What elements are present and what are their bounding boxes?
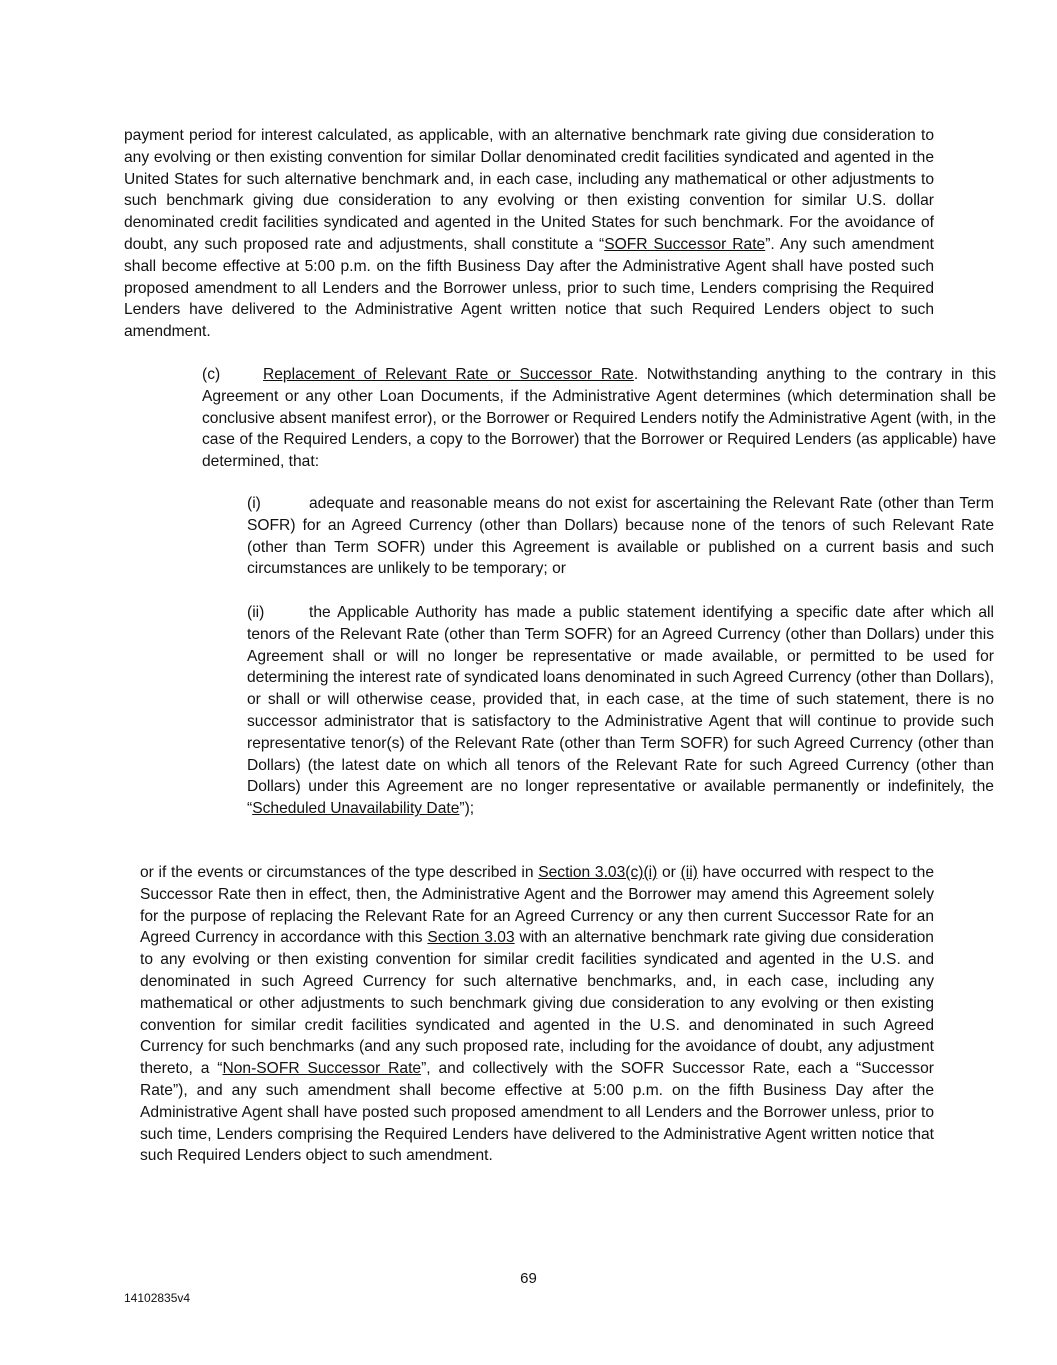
- defined-term-scheduled-unavailability-date: Scheduled Unavailability Date: [252, 800, 460, 818]
- section-ref-3-03: Section 3.03: [427, 929, 515, 947]
- section-ref-3-03-c-i: Section 3.03(c)(i): [538, 864, 658, 881]
- p5-t2: or: [657, 864, 681, 881]
- clause-label-c: (c): [202, 366, 221, 383]
- p5-t3: have occurred with respect to the Successor Rate then in effect, then, the Administrative Agent and the Borrower may amend this Agreement solely for the purpose of replacing the Relevant Rate for an Agreed Currency or any then current Successor Rate for an Agreed Currency in accordance with this: [140, 864, 934, 947]
- p4-text-end: ”);: [459, 800, 475, 818]
- p2-text: . Notwithstanding anything to the contrary in this Agreement or any other Loan Documents, if the Administrative Agent determines (which determination shall be conclusive absent manifest error), or the Borrower or Required Lenders notify the Administrative Agent (with, in the case of the Required Lenders, a copy to the Borrower) that the Borrower or Required Lenders (as applicable) have determined, that:: [202, 366, 997, 471]
- clause-heading: Replacement of Relevant Rate or Successor Rate: [263, 366, 634, 383]
- clause-label-ii: (ii): [247, 604, 265, 621]
- p5-t5: ”, and collectively with the SOFR Successor Rate, each a “Successor Rate”), and any such amendment shall become effective at 5:00 p.m. on the fifth Business Day after the Administrative Agent shall have posted such proposed amendment to all Lenders and the Borrower unless, prior to such time, Lenders comprising the Required Lenders have delivered to the Administrative Agent written notice that such Required Lenders object to such amendment.: [140, 1060, 934, 1165]
- defined-term-non-sofr-successor-rate: Non-SOFR Successor Rate: [222, 1060, 422, 1078]
- paragraph-ii: [187, 602, 994, 820]
- paragraph-i: [187, 493, 994, 580]
- clause-label-i: (i): [247, 495, 261, 512]
- p1-text-a: payment period for interest calculated, as applicable, with an alternative benchmark rate giving due consideration to any evolving or then existing convention for similar Dollar denominated credit facilities syndicated and agented in the United States for such alternative benchmark and, in each case, including any mathematical or other adjustments to such benchmark giving due consideration to any evolving or then existing convention for similar U.S. dollar denominated credit facilities syndicated and agented in the United States for such benchmark. For the avoidance of doubt, any such proposed rate and adjustments, shall constitute a “: [124, 127, 934, 253]
- paragraph-continuation: [124, 125, 934, 343]
- p1-text-b: ”. Any such amendment shall become effective at 5:00 p.m. on the fifth Business Day after the Administrative Agent shall have posted such proposed amendment to all Lenders and the Borrower unless, prior to such time, Lenders comprising the Required Lenders have delivered to the Administrative Agent written notice that such Required Lenders object to such amendment.: [124, 235, 934, 341]
- page-number: 69: [520, 1270, 537, 1287]
- defined-term-sofr-successor-rate: SOFR Successor Rate: [604, 235, 766, 253]
- p4-text: the Applicable Authority has made a public statement identifying a specific date after which all tenors of the Relevant Rate (other than Term SOFR) for an Agreed Currency (other than Dollars) under this Agreement shall or will no longer be representative or made available, or permitted to be used for determining the interest rate of syndicated loans denominated in such Agreed Currency (other than Dollars), or shall or will otherwise cease, provided that, in each case, at the time of such statement, there is no successor administrator that is satisfactory to the Administrative Agent that will continue to provide such representative tenor(s) of the Relevant Rate (other than Term SOFR) for such Agreed Currency (other than Dollars) (the latest date on which all tenors of the Relevant Rate for such Agreed Currency (other than Dollars) under this Agreement are no longer representative or available permanently or indefinitely, the “: [247, 604, 994, 818]
- p3-text: adequate and reasonable means do not exist for ascertaining the Relevant Rate (other than Term SOFR) for an Agreed Currency (other than Dollars) because none of the tenors of such Relevant Rate (other than Term SOFR) under this Agreement is available or published on a current basis and such circumstances are unlikely to be temporary; or: [247, 495, 994, 578]
- section-ref-ii: (ii): [680, 864, 698, 881]
- p5-t4: with an alternative benchmark rate giving due consideration to any evolving or then existing convention for similar credit facilities syndicated and agented in the U.S. and denominated in such Agreed Currency for such alternative benchmarks, and, in each case, including any mathematical or other adjustments to such benchmark giving due consideration to any evolving or then existing convention for similar credit facilities syndicated and agented in the U.S. and denominated in such Agreed Currency for such benchmarks (and any such proposed rate, including for the avoidance of doubt, any adjustment thereto, a “: [140, 929, 934, 1078]
- p5-t1: or if the events or circumstances of the type described in: [140, 864, 539, 881]
- document-id: 14102835v4: [124, 1291, 191, 1305]
- paragraph-closing: [140, 862, 934, 1167]
- paragraph-c: [140, 364, 996, 473]
